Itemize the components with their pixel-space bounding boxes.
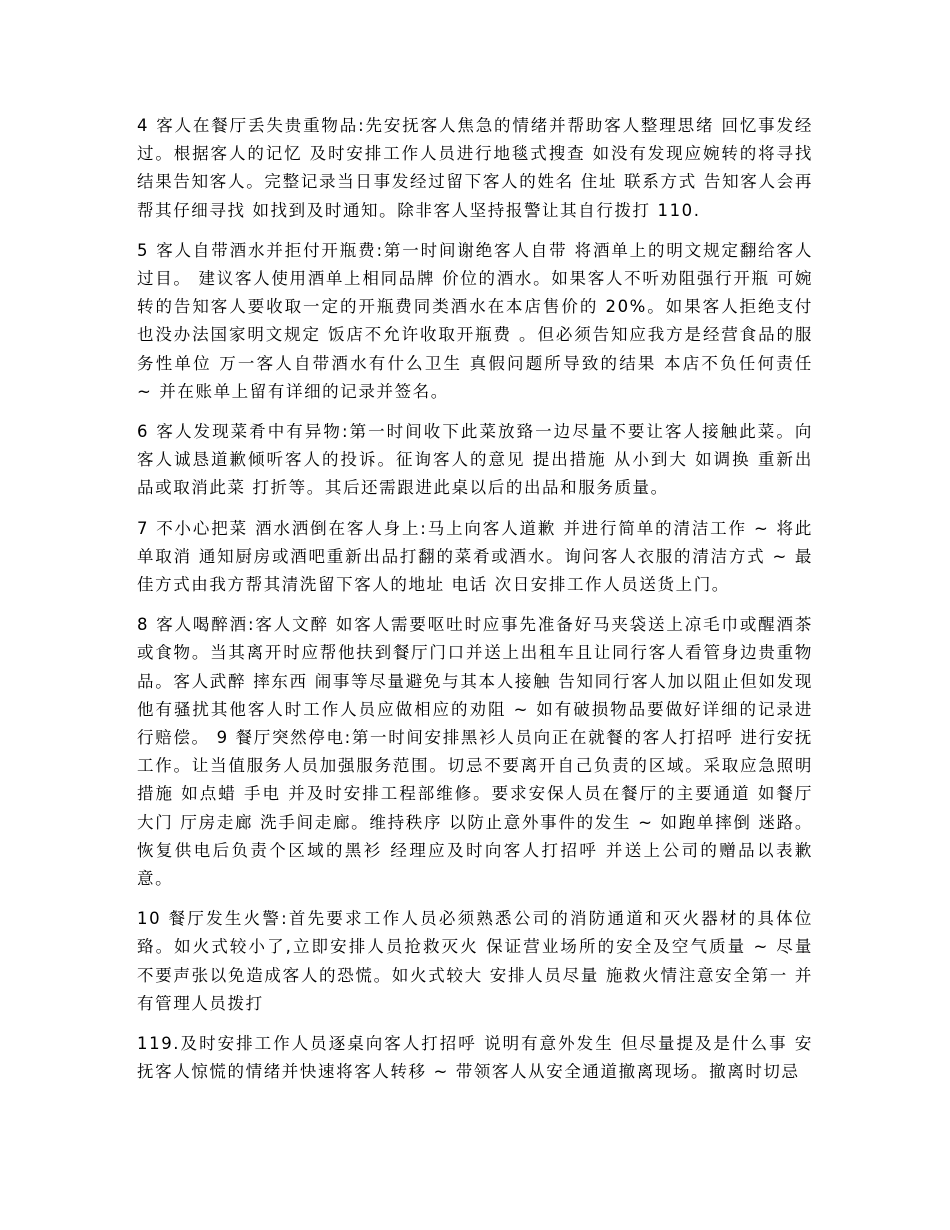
paragraph-lost-valuables: 4 客人在餐厅丢失贵重物品:先安抚客人焦急的情绪并帮助客人整理思绪 回忆事发经过。根据客人的记忆 及时安排工作人员进行地毯式搜查 如没有发现应婉转的将寻找结果告知客人。完整记录当日事发经过留下客人的姓名 住址 联系方式 告知客人会再帮其仔细寻找 如找到及时通知。除非客人坚持报警让其自行拨打 110. [137, 116, 813, 220]
paragraph-evacuation: 119.及时安排工作人员逐桌向客人打招呼 说明有意外发生 但尽量提及是什么事 安抚客人惊慌的情绪并快速将客人转移 ~ 带领客人从安全通道撤离现场。撤离时切忌 [137, 1034, 813, 1082]
paragraph-drunk-guest-power-outage: 8 客人喝醉酒:客人文醉 如客人需要呕吐时应事先准备好马夹袋送上凉毛巾或醒酒茶或食物。当其离开时应帮他扶到餐厅门口并送上出租车且让同行客人看管身边贵重物品。客人武醉 摔东西 闹事等尽量避免与其本人接触 告知同行客人加以阻止但如发现他有骚扰其他客人时工作人员应做相应的劝阻 ~ 如有破损物品要做好详细的记录进行赔偿。 9 餐厅突然停电:第一时间安排黑衫人员向正在就餐的客人打招呼 进行安抚工作。让当值服务人员加强服务范围。切忌不要离开自己负责的区域。采取应急照明措施 如点蜡 手电 并及时安排工程部维修。要求安保人员在餐厅的主要通道 如餐厅大门 厅房走廊 洗手间走廊。维持秩序 以防止意外事件的发生 ~ 如跑单摔倒 迷路。恢复供电后负责个区域的黑衫 经理应及时向客人打招呼 并送上公司的赠品以表歉意。 [137, 615, 813, 889]
paragraph-spilled-dish: 7 不小心把菜 酒水洒倒在客人身上:马上向客人道歉 并进行简单的清洁工作 ~ 将此单取消 通知厨房或酒吧重新出品打翻的菜肴或酒水。询问客人衣服的清洁方式 ~ 最佳方式由我方帮其清洗留下客人的地址 电话 次日安排工作人员送货上门。 [137, 518, 813, 595]
paragraph-corkage-fee: 5 客人自带酒水并拒付开瓶费:第一时间谢绝客人自带 将酒单上的明文规定翻给客人过目。 建议客人使用酒单上相同品牌 价位的酒水。如果客人不听劝阻强行开瓶 可婉转的告知客人要收取一定的开瓶费同类酒水在本店售价的 20%。如果客人拒绝支付也没办法国家明文规定 饭店不允许收取开瓶费 。但必须告知应我方是经营食品的服务性单位 万一客人自带酒水有什么卫生 真假问题所导致的结果 本店不负任何责任 ~ 并在账单上留有详细的记录并签名。 [137, 240, 813, 401]
paragraph-fire-alarm: 10 餐厅发生火警:首先要求工作人员必须熟悉公司的消防通道和灭火器材的具体位臵。如火式较小了,立即安排人员抢救灭火 保证营业场所的安全及空气质量 ~ 尽量不要声张以免造成客人的恐慌。如火式较大 安排人员尽量 施救火情注意安全第一 并有管理人员拨打 [137, 909, 813, 1013]
paragraph-foreign-object: 6 客人发现菜肴中有异物:第一时间收下此菜放臵一边尽量不要让客人接触此菜。向客人诚恳道歉倾听客人的投诉。征询客人的意见 提出措施 从小到大 如调换 重新出品或取消此菜 打折等。其后还需跟进此桌以后的出品和服务质量。 [137, 422, 813, 498]
document-body [137, 112, 813, 1099]
